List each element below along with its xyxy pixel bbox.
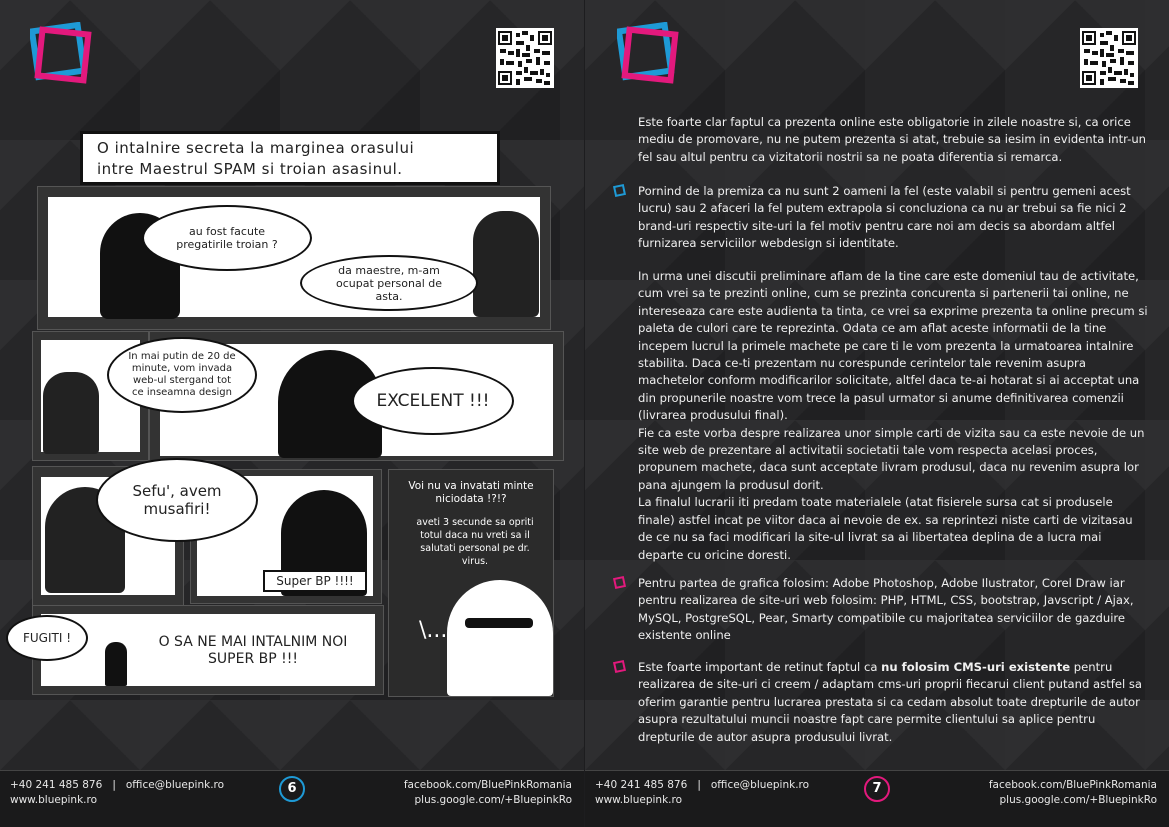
footer-right: +40 241 485 876 | office@bluepink.ro www.bluepink.ro 7 facebook.com/BluePinkRomania plus.google.com/+BluepinkRo: [585, 770, 1169, 827]
cms-emphasis: nu folosim CMS-uri existente: [881, 660, 1071, 674]
paragraph-3b-text: Fie ca este vorba despre realizarea unor simple carti de vizita sau ca este nevoie de un site web de prezentare al activitatii societatii tale vom respecta acelasi proces, propunem machete, daca sunt acceptate livram produsul, daca nu revenim asupra lor pana ajungem la produsul dorit.: [638, 425, 1145, 492]
qr-code-icon: [1080, 28, 1138, 88]
comic-panel-6: [388, 469, 554, 697]
page-number: 6: [279, 776, 305, 802]
footer-phone: +40 241 485 876: [595, 779, 688, 791]
footer-facebook-link[interactable]: facebook.com/BluePinkRomania: [988, 779, 1157, 791]
speech-bubble-3: In mai putin de 20 de minute, vom invada web-ul stergand tot ce inseamna design: [107, 337, 257, 413]
speech-text-7: Voi nu va invatati minte niciodata !?!?: [408, 480, 534, 505]
footer-website-link[interactable]: www.bluepink.ro: [595, 794, 682, 806]
pink-bullet-icon: [613, 660, 626, 673]
speech-bubble-4: EXCELENT !!!: [352, 367, 514, 435]
page-number: 7: [864, 776, 890, 802]
speech-bubble-1: au fost facute pregatirile troian ?: [142, 205, 312, 271]
footer-google-link[interactable]: plus.google.com/+BluepinkRo: [999, 794, 1157, 806]
paragraph-premise: [638, 183, 1150, 253]
footer-email-link[interactable]: office@bluepink.ro: [125, 779, 225, 791]
left-page: [0, 0, 584, 770]
footer-google-link[interactable]: plus.google.com/+BluepinkRo: [414, 794, 572, 806]
footer-email-link[interactable]: office@bluepink.ro: [710, 779, 810, 791]
caption-line-2: intre Maestrul SPAM si troian asasinul.: [97, 160, 403, 178]
speech-bubble-10: FUGITI !: [6, 615, 88, 661]
speech-box-6: Super BP !!!!: [263, 570, 367, 592]
paragraph-5-text: Este foarte important de retinut faptul ca nu folosim CMS-uri existente pentru realizarea de site-uri ci creem / adaptam cms-uri proprii fiecarui client putand astfel sa oferim garantie pentru lucrarea prestata si ca cedam absolut toate drepturile de autor asupra rezultatului muncii noastre fapt care permite clientului sa aplice pentru drepturile de autor asupra produsului livrat.: [638, 660, 1142, 744]
footer-phone: +40 241 485 876: [10, 779, 103, 791]
footer-left: +40 241 485 876 | office@bluepink.ro www.bluepink.ro 6 facebook.com/BluePinkRomania plus.google.com/+BluepinkRo: [0, 770, 584, 827]
comic-caption: [80, 131, 500, 185]
comic-panel-1: [37, 186, 551, 330]
speech-text-8: aveti 3 secunde sa opriti totul daca nu vreti sa il salutati personal pe dr. virus.: [416, 517, 534, 567]
footer-facebook-link[interactable]: facebook.com/BluePinkRomania: [403, 779, 572, 791]
speech-bubble-5: Sefu', avem musafiri!: [96, 458, 258, 542]
speech-bubble-2: da maestre, m-am ocupat personal de asta.: [300, 255, 478, 311]
bluepink-logo-icon: [617, 22, 679, 84]
bluepink-logo-icon: [30, 22, 92, 84]
paragraph-process: [638, 268, 1150, 564]
hat-figure: [473, 211, 539, 317]
paragraph-3a-text: In urma unei discutii preliminare aflam de la tine care este domeniul tau de activitate, cum vrei sa te prezinti online, cum se prezinta concurenta si partenerii tai online, ne intereseaza care este audienta ta tinta, ce vrei sa exprime prezenta ta online precum si paleta de culori care te reprezinta. Odata ce am aflat aceste informatii de la tine incepem lucrul la primele machete pe care ti le vom prezenta la urmatoarea intalnire stabilita. Daca ce-ti prezentam nu corespunde cerintelor tale revenim asupra machetelor conform modificarilor solicitate, altfel daca te-ai hotarat si ai acceptat una din propunerile noastre vom trece la pasul urmator si anume definitivarea comenzii (livrarea produsului final).: [638, 269, 1148, 423]
paragraph-2-text: Pornind de la premiza ca nu sunt 2 oameni la fel (este valabil si pentru gemeni acest lucru) sau 2 afaceri la fel putem extrapola si concluziona ca nu ar trebui sa fie nici 2 brand-uri respectiv site-uri la fel motiv pentru care noi am decis sa abordam altfel furnizarea serviciilor webdesign si identitate.: [638, 184, 1131, 251]
paragraph-3c-text: La finalul lucrarii iti predam toate materialele (atat fisierele sursa cat si produsele finale) astfel incat pe viitor daca ai nevoie de ex. sa reprintezi niste carti de vizitasau de ce nu sa faci modificari la site-ul livrat sa ai libertatea deplina de a lucra mai departe cu oricine doresti.: [638, 495, 1133, 562]
footer-website-link[interactable]: www.bluepink.ro: [10, 794, 97, 806]
paragraph-cms: [638, 659, 1150, 746]
paragraph-intro: [638, 114, 1150, 166]
qr-code-icon: [496, 28, 554, 88]
paragraph-tools: [638, 575, 1150, 645]
paragraph-4-text: Pentru partea de grafica folosim: Adobe Photoshop, Adobe Ilustrator, Corel Draw iar pentru realizarea de site-uri web folosim: PHP, HTML, CSS, bootstrap, Javscript / Ajax, MySQL, PostgreSQL, Pear, Smarty compatibile cu majoritatea serviciilor de gazduire existente online: [638, 576, 1134, 643]
blue-bullet-icon: [613, 184, 626, 197]
paragraph-1-text: Este foarte clar faptul ca prezenta online este obligatorie in zilele noastre si, ca orice mediu de promovare, nu ne putem prezenta si atat, trebuie sa iesim in evidenta intr-un fel sau altul pentru ca vizitatorii nostrii sa ne poata diferentia si remarca.: [638, 115, 1147, 164]
comic-panel-7: [32, 605, 384, 695]
speech-text-11: O SA NE MAI INTALNIM NOI SUPER BP !!!: [158, 634, 348, 667]
pink-bullet-icon: [613, 576, 626, 589]
speech-text-9: \...: [419, 618, 448, 643]
caption-line-1: O intalnire secreta la marginea orasului: [97, 139, 415, 157]
